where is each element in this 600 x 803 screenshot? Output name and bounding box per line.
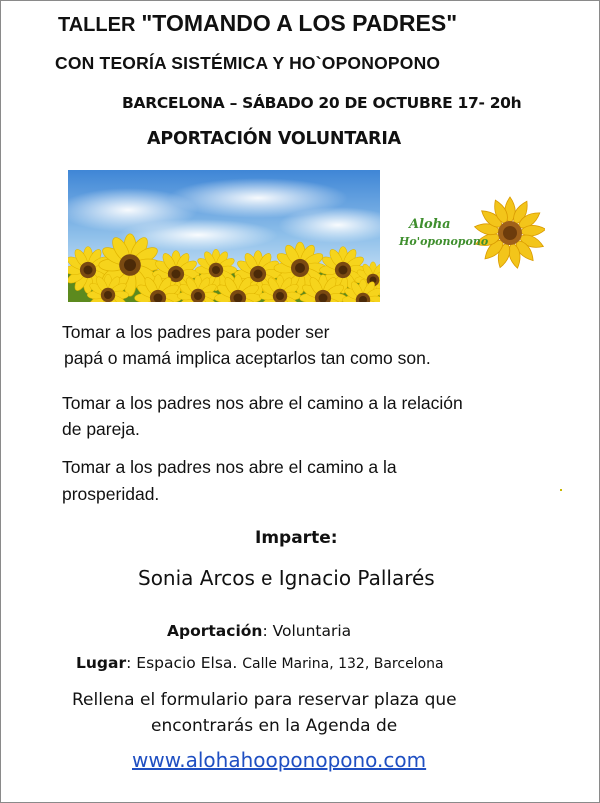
paragraph-2-line-1: Tomar a los padres nos abre el camino a la relación	[62, 393, 463, 413]
presenter-1: Sonia Arcos	[138, 566, 255, 590]
aportacion-label: Aportación	[167, 622, 263, 640]
paragraph-3-line-1: Tomar a los padres nos abre el camino a la	[62, 457, 397, 477]
event-date: BARCELONA – SÁBADO 20 DE OCTUBRE 17- 20h	[122, 94, 522, 112]
page-subtitle: CON TEORÍA SISTÉMICA Y HO`OPONOPONO	[55, 53, 441, 73]
paragraph-1-line-1: Tomar a los padres para poder ser	[62, 322, 330, 342]
page-title	[58, 10, 457, 37]
paragraph-3-line-2: prosperidad.	[62, 484, 160, 504]
aloha-logo	[395, 193, 545, 275]
form-instructions-line-2: encontrarás en la Agenda de	[151, 716, 398, 736]
presenter-conjunction: e	[261, 568, 273, 590]
aportacion-line	[167, 622, 351, 640]
logo-subname: Ho'oponopono	[399, 235, 489, 248]
imparte-label: Imparte:	[255, 528, 338, 548]
paragraph-2-line-2: de pareja.	[62, 419, 140, 439]
lugar-value: : Espacio Elsa.	[126, 654, 238, 672]
sunflower-icon	[395, 193, 545, 275]
logo-name: Aloha	[409, 217, 451, 232]
lugar-address: Calle Marina, 132, Barcelona	[242, 656, 444, 672]
title-quote: "TOMANDO A LOS PADRES"	[141, 10, 458, 36]
decorative-dot	[560, 489, 562, 491]
presenters	[138, 566, 435, 591]
website-link[interactable]: www.alohahooponopono.com	[132, 748, 427, 772]
aportacion-value: : Voluntaria	[262, 622, 352, 640]
contribution-heading: APORTACIÓN VOLUNTARIA	[147, 129, 401, 149]
sunflower-banner-image	[68, 170, 380, 302]
lugar-label: Lugar	[76, 654, 127, 672]
sunflower-field-icon	[68, 170, 380, 302]
paragraph-1-line-2: papá o mamá implica aceptarlos tan como son.	[64, 348, 431, 368]
lugar-line	[76, 654, 444, 672]
presenter-2: Ignacio Pallarés	[278, 566, 435, 590]
title-prefix: TALLER	[58, 14, 136, 36]
form-instructions-line-1: Rellena el formulario para reservar plaza que	[72, 690, 457, 710]
